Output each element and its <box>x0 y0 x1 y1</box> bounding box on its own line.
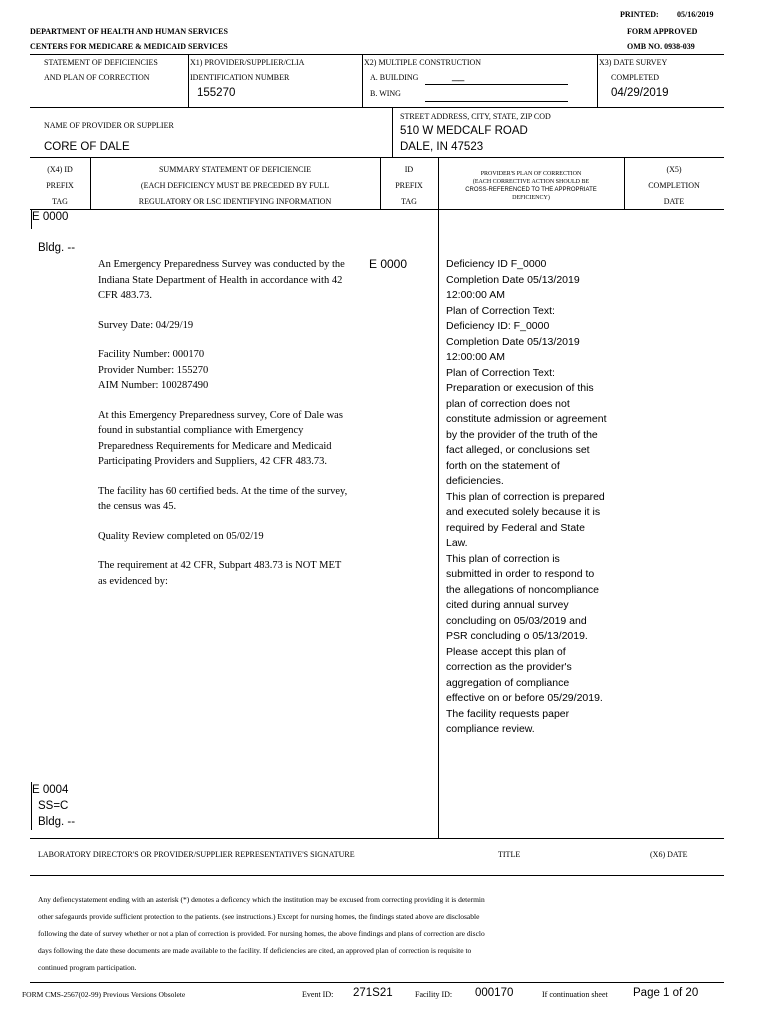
plan-line: forth on the statement of <box>446 459 560 472</box>
plan-header-3: CROSS-REFERENCED TO THE APPROPRIATE <box>465 187 597 193</box>
facility-id-value: 000170 <box>475 987 514 999</box>
summary-paragraph: The facility has 60 certified beds. At the time of the survey, the census was 45. <box>98 485 348 512</box>
continuation-label: If continuation sheet <box>542 990 608 999</box>
summary-statement <box>98 257 348 603</box>
plan-line: 12:00:00 AM <box>446 289 505 301</box>
disclaimer-line: Any defiencystatement ending with an asterisk (*) denotes a deficency which the institution may be excused from correcting providing it is determin <box>38 895 485 904</box>
plan-line: compliance review. <box>446 723 535 735</box>
plan-line: required by Federal and State <box>446 521 585 534</box>
x5-label: (X5) <box>666 165 682 174</box>
summary-paragraph: An Emergency Preparedness Survey was conducted by the Indiana State Department of Health in accordance with 42 CFR 483.73. <box>98 259 345 301</box>
multiple-construction-label: X2) MULTIPLE CONSTRUCTION <box>364 58 482 67</box>
rule <box>597 54 598 107</box>
scope-severity: SS=C <box>38 800 69 812</box>
facility-id-label: Facility ID: <box>415 990 453 999</box>
plan-line: Deficiency ID F_0000 <box>446 258 547 270</box>
plan-line: the allegations of noncompliance <box>446 583 599 596</box>
summary-paragraph: The requirement at 42 CFR, Subpart 483.73 is NOT MET as evidenced by: <box>98 560 342 587</box>
building-underline <box>425 84 568 85</box>
centers-name: CENTERS FOR MEDICARE & MEDICAID SERVICES <box>30 42 228 51</box>
plan-line: concluding on 05/03/2019 and <box>446 614 587 627</box>
wing-label: B. WING <box>370 89 401 98</box>
plan-line: Plan of Correction Text: <box>446 304 555 317</box>
x4-id-label: (X4) ID <box>47 165 73 174</box>
event-id-value: 271S21 <box>353 987 393 999</box>
rule <box>30 982 724 983</box>
plan-line: Completion Date 05/13/2019 <box>446 335 580 348</box>
plan-line: This plan of correction is <box>446 552 560 565</box>
plan-line: submitted in order to respond to <box>446 568 595 580</box>
summary-header: SUMMARY STATEMENT OF DEFICIENCIE <box>158 165 312 174</box>
rule <box>30 875 724 876</box>
provider-id-value: 155270 <box>197 87 236 99</box>
plan-line: correction as the provider's <box>446 661 572 673</box>
plan-header-4: DEFICIENCY) <box>512 195 550 201</box>
form-approved: FORM APPROVED <box>627 27 698 36</box>
rule <box>30 157 724 158</box>
id-tag-label: TAG <box>401 197 417 206</box>
printed-label: PRINTED: <box>620 10 659 19</box>
signature-label: LABORATORY DIRECTOR'S OR PROVIDER/SUPPLIER REPRESENTATIVE'S SIGNATURE <box>38 850 355 859</box>
plan-line: 12:00:00 AM <box>446 351 505 363</box>
provider-id-label: X1) PROVIDER/SUPPLIER/CLIA <box>190 58 305 67</box>
title-label: TITLE <box>498 850 521 859</box>
summary-header-2: (EACH DEFICIENCY MUST BE PRECEDED BY FULL <box>140 181 330 190</box>
plan-line: and executed solely because it is <box>446 506 601 518</box>
plan-line: fact alleged, or conclusions set <box>446 444 590 456</box>
summary-paragraph: Quality Review completed on 05/02/19 <box>98 530 264 542</box>
rule <box>438 157 439 838</box>
bldg-label: Bldg. -- <box>38 242 76 254</box>
address-label: STREET ADDRESS, CITY, STATE, ZIP COD <box>400 112 551 121</box>
plan-line: The facility requests paper <box>446 707 570 720</box>
rule <box>362 54 363 107</box>
statement-label-2: AND PLAN OF CORRECTION <box>44 73 150 82</box>
plan-line: Preparation or execusion of this <box>446 382 594 394</box>
rule <box>30 54 724 55</box>
omb-number: OMB NO. 0938-039 <box>627 42 695 51</box>
summary-paragraph: At this Emergency Preparedness survey, Core of Dale was found in substantial compliance with Emergency Preparedness Requirements for Medicare and Medicaid Participating Providers and Suppliers, 42 CFR 483.73. <box>98 409 343 467</box>
building-value: __ <box>452 70 465 82</box>
rule <box>392 107 393 157</box>
page-number: Page 1 of 20 <box>633 987 699 999</box>
plan-line: deficiencies. <box>446 475 504 487</box>
plan-line: This plan of correction is prepared <box>446 490 605 503</box>
provider-id-label-2: IDENTIFICATION NUMBER <box>190 73 290 82</box>
date-survey-label: X3) DATE SURVEY <box>599 58 668 67</box>
plan-line: Completion Date 05/13/2019 <box>446 273 580 286</box>
id-prefix-label: PREFIX <box>395 181 423 190</box>
disclaimer-line: days following the date these documents are made available to the facility. If deficiencies are cited, an approved plan of correction is requisite to <box>38 946 472 955</box>
plan-line: Deficiency ID: F_0000 <box>446 320 550 332</box>
completed-label: COMPLETED <box>611 73 659 82</box>
plan-line: cited during annual survey <box>446 599 569 611</box>
bldg-label-2: Bldg. -- <box>38 816 76 828</box>
date-label: DATE <box>663 197 685 206</box>
id-tag-e0000: E 0000 <box>369 257 408 271</box>
plan-line: Plan of Correction Text: <box>446 366 555 379</box>
tag-e0004: E 0004 <box>32 784 69 796</box>
disclaimer-line: other safegaurds provide sufficient protection to the patients. (see instructions.) Except for nursing homes, the findings stated above are disclosable <box>38 912 480 921</box>
disclaimer-line: following the date of survey whether or not a plan of correction is provided. For nursing homes, the above findings and plans of correction are disclo <box>38 929 485 938</box>
plan-line: plan of correction does not <box>446 397 570 410</box>
address-line-1: 510 W MEDCALF ROAD <box>400 125 528 137</box>
summary-header-3: REGULATORY OR LSC IDENTIFYING INFORMATION <box>138 197 332 206</box>
provider-name-value: CORE OF DALE <box>44 141 130 153</box>
plan-line: by the provider of the truth of the <box>446 428 598 441</box>
x4-prefix-label: PREFIX <box>46 181 74 190</box>
plan-of-correction <box>446 257 624 738</box>
rule <box>30 209 724 210</box>
plan-header: PROVIDER'S PLAN OF CORRECTION <box>480 171 582 177</box>
completion-label: COMPLETION <box>648 181 700 190</box>
disclaimer-line: continued program participation. <box>38 963 137 972</box>
building-label: A. BUILDING <box>370 73 419 82</box>
x4-tag-label: TAG <box>52 197 68 206</box>
tag-e0000: E 0000 <box>32 211 69 223</box>
plan-line: PSR concluding o 05/13/2019. <box>446 630 588 642</box>
rule <box>30 107 724 108</box>
summary-paragraph: Survey Date: 04/29/19 <box>98 319 194 331</box>
event-id-label: Event ID: <box>302 990 334 999</box>
plan-header-2: (EACH CORRECTIVE ACTION SHOULD BE <box>472 179 590 185</box>
plan-line: effective on or before 05/29/2019. <box>446 692 603 704</box>
date-signature-label: (X6) DATE <box>650 850 688 859</box>
statement-label: STATEMENT OF DEFICIENCIES <box>44 58 158 67</box>
plan-line: Please accept this plan of <box>446 645 566 658</box>
address-line-2: DALE, IN 47523 <box>400 141 484 153</box>
wing-underline <box>425 101 568 102</box>
plan-line: Law. <box>446 537 468 549</box>
rule <box>188 54 189 107</box>
provider-name-label: NAME OF PROVIDER OR SUPPLIER <box>44 121 174 130</box>
summary-paragraph: Facility Number: 000170 Provider Number: 155270 AIM Number: 100287490 <box>98 349 209 391</box>
rule <box>30 838 724 839</box>
plan-line: aggregation of compliance <box>446 676 570 689</box>
survey-date-value: 04/29/2019 <box>611 87 669 99</box>
plan-line: constitute admission or agreement <box>446 413 607 425</box>
printed-date: 05/16/2019 <box>677 10 714 19</box>
department-name: DEPARTMENT OF HEALTH AND HUMAN SERVICES <box>30 27 228 36</box>
form-id: FORM CMS-2567(02-99) Previous Versions Obsolete <box>22 990 186 999</box>
id-label: ID <box>404 165 414 174</box>
